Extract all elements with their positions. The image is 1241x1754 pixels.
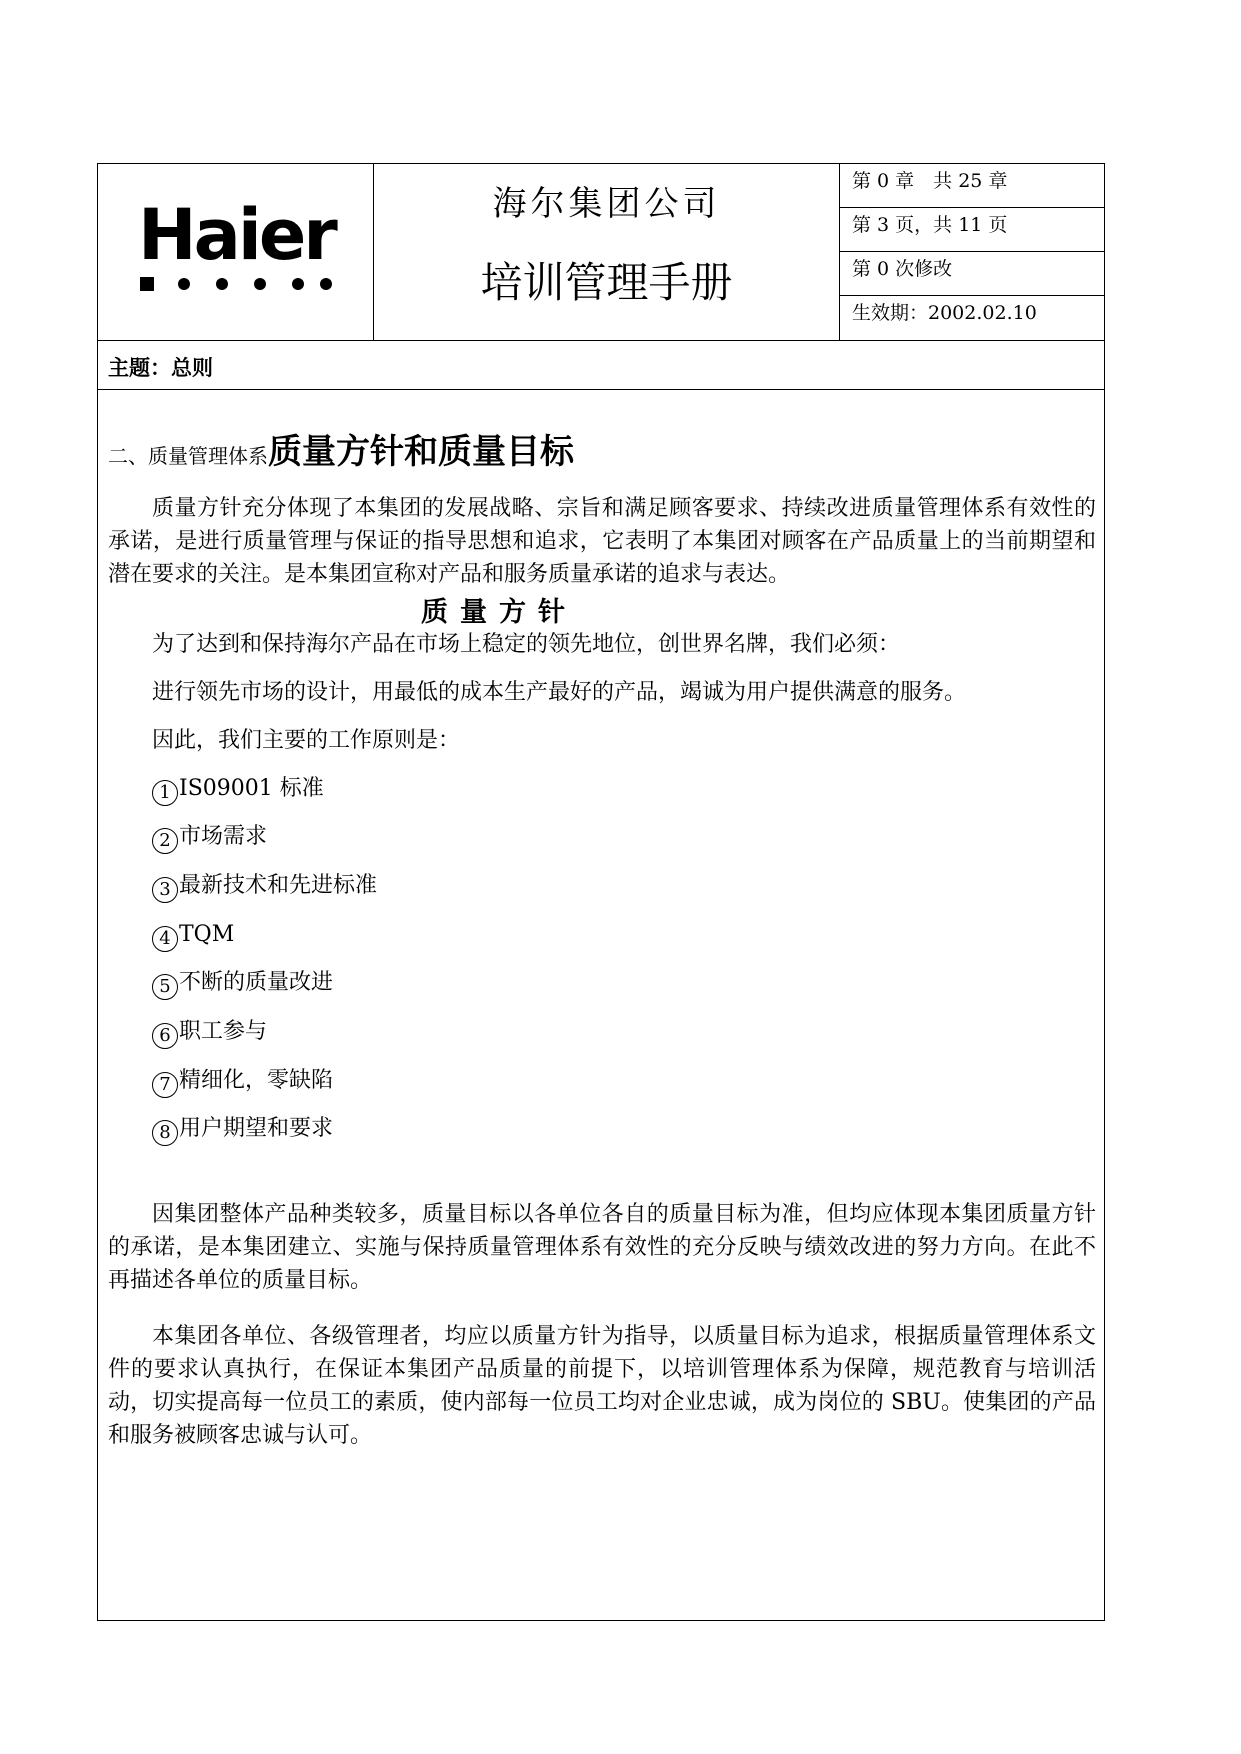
principle-item: 8 用户期望和要求 — [152, 1114, 333, 1146]
policy-line-1: 为了达到和保持海尔产品在市场上稳定的领先地位，创世界名牌，我们必须： — [152, 632, 901, 657]
document-frame — [97, 163, 1105, 1621]
document-header — [98, 164, 1104, 341]
section-prefix: 二、质量管理体系 — [108, 444, 268, 468]
intro-paragraph: 质量方针充分体现了本集团的发展战略、宗旨和满足顾客要求、持续改进质量管理体系有效性的承诺，是进行质量管理与保证的指导思想和追求，它表明了本集团对顾客在产品质量上的当前期望和潜在要求的关注。是本集团宣称对产品和服务质量承诺的追求与表达。 — [108, 496, 1096, 587]
subject-label: 主题：总则 — [108, 356, 213, 380]
principle-item: 2 市场需求 — [152, 822, 267, 854]
section-heading — [108, 424, 574, 473]
principle-item: 1 IS09001 标准 — [152, 774, 324, 806]
meta-cell — [840, 164, 1104, 340]
revision-info: 第 0 次修改 — [840, 252, 1104, 296]
objective-paragraph: 因集团整体产品种类较多，质量目标以各单位各自的质量目标为准，但均应体现本集团质量方针的承诺，是本集团建立、实施与保持质量管理体系有效性的充分反映与绩效改进的努力方向。在此不再描述各单位的质量目标。 — [108, 1202, 1096, 1293]
principle-item: 7 精细化，零缺陷 — [152, 1066, 333, 1098]
principle-item: 4 TQM — [152, 920, 234, 952]
manual-title: 培训管理手册 — [480, 258, 733, 307]
principle-item: 3 最新技术和先进标准 — [152, 871, 377, 903]
title-cell — [374, 164, 840, 340]
closing-paragraph: 本集团各单位、各级管理者，均应以质量方针为指导，以质量目标为追求，根据质量管理体系文件的要求认真执行，在保证本集团产品质量的前提下，以培训管理体系为保障，规范教育与培训活动，切实提高每一位员工的素质，使内部每一位员工均对企业忠诚，成为岗位的 SBU。使集团的产品和服务被顾客忠诚与认可。 — [108, 1324, 1096, 1448]
policy-heading: 质量方针 — [421, 597, 577, 628]
haier-logo: Haier — [138, 194, 335, 276]
chapter-info: 第 0 章 共 25 章 — [840, 164, 1104, 208]
section-title: 质量方针和质量目标 — [268, 432, 574, 472]
principle-item: 5 不断的质量改进 — [152, 968, 333, 1000]
page-info: 第 3 页，共 11 页 — [840, 208, 1104, 252]
subject-row — [98, 340, 1104, 390]
effective-date: 生效期：2002.02.10 — [852, 302, 1037, 324]
policy-line-3: 因此，我们主要的工作原则是： — [152, 728, 461, 753]
policy-line-2: 进行领先市场的设计，用最低的成本生产最好的产品，竭诚为用户提供满意的服务。 — [152, 680, 967, 705]
company-name: 海尔集团公司 — [492, 184, 721, 224]
logo-dots-icon — [140, 277, 332, 291]
principle-item: 6 职工参与 — [152, 1017, 267, 1049]
logo-cell — [98, 164, 374, 340]
